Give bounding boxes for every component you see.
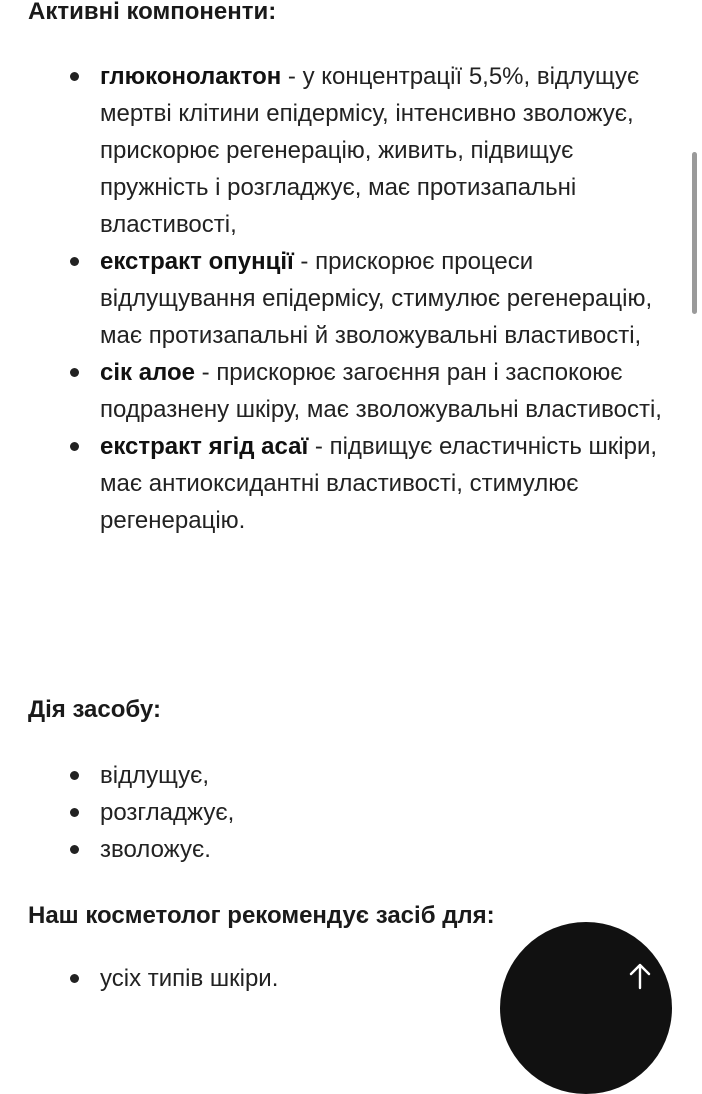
bullet-icon — [70, 808, 79, 817]
bullet-icon — [70, 72, 79, 81]
list-item-text: зволожує. — [100, 836, 211, 863]
scroll-to-top-button[interactable] — [500, 922, 672, 1094]
product-action-list — [28, 757, 678, 868]
component-description: - прискорює загоєння ран і заспокоює подразнену шкіру, має зволожувальні властивості, — [100, 359, 662, 423]
active-components-list — [28, 58, 678, 539]
list-item — [28, 757, 678, 794]
list-item — [28, 354, 678, 428]
bullet-icon — [70, 442, 79, 451]
list-item — [28, 794, 678, 831]
recommendation-heading: Наш косметолог рекомендує засіб для: — [28, 902, 495, 929]
list-item — [28, 831, 678, 868]
component-name: сік алое — [100, 359, 195, 386]
bullet-icon — [70, 974, 79, 983]
component-name: екстракт опунції — [100, 248, 294, 275]
component-description: - у концентрації 5,5%, відлущує мертві клітини епідермісу, інтенсивно зволожує, прискорює регенерацію, живить, підвищує пружність і розгладжує, має протизапальні властивості, — [100, 63, 640, 238]
list-item-text: усіх типів шкіри. — [100, 965, 279, 992]
scrollbar-thumb[interactable] — [692, 152, 697, 314]
arrow-up-icon[interactable] — [628, 962, 652, 990]
active-components-heading: Активні компоненти: — [28, 0, 277, 25]
list-item-text: відлущує, — [100, 762, 210, 789]
component-description: - прискорює процеси відлущування епідермісу, стимулює регенерацію, має протизапальні й зволожувальні властивості, — [100, 248, 653, 349]
bullet-icon — [70, 368, 79, 377]
list-item — [28, 428, 678, 539]
bullet-icon — [70, 845, 79, 854]
product-action-heading: Дія засобу: — [28, 696, 161, 723]
bullet-icon — [70, 257, 79, 266]
component-description: - підвищує еластичність шкіри, має антиоксидантні властивості, стимулює регенерацію. — [100, 433, 658, 534]
bullet-icon — [70, 771, 79, 780]
list-item-text: розгладжує, — [100, 799, 235, 826]
component-name: екстракт ягід асаї — [100, 433, 309, 460]
list-item — [28, 58, 678, 243]
list-item — [28, 243, 678, 354]
component-name: глюконолактон — [100, 63, 282, 90]
